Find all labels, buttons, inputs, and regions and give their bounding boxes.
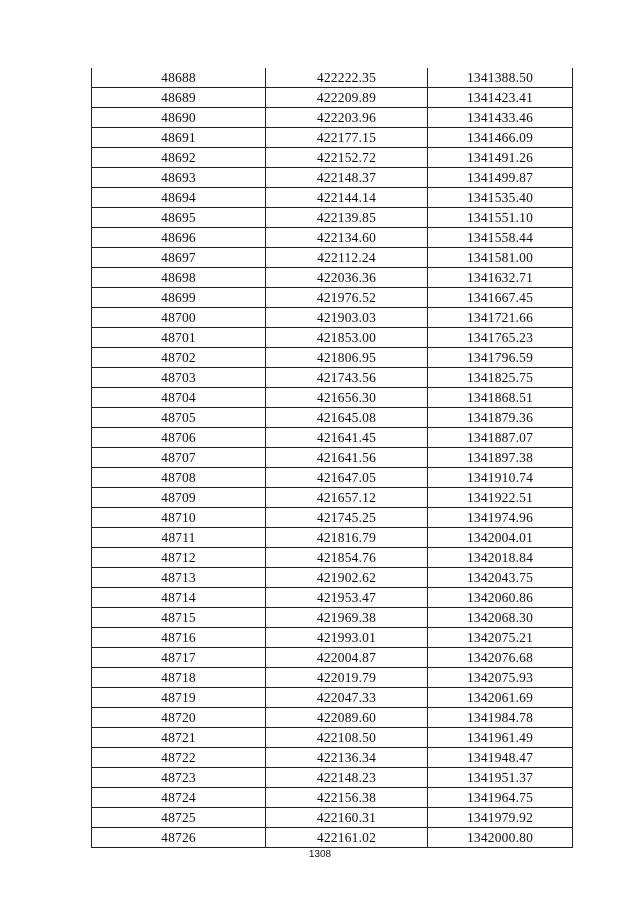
table-row <box>92 568 573 588</box>
point-id-cell: 48706 <box>92 428 266 448</box>
coordinate-table-body <box>92 68 573 848</box>
table-row <box>92 828 573 848</box>
x-coordinate-cell: 422161.02 <box>266 828 428 848</box>
table-row <box>92 368 573 388</box>
table-row <box>92 288 573 308</box>
x-coordinate-cell: 422222.35 <box>266 68 428 88</box>
point-id-cell: 48718 <box>92 668 266 688</box>
x-coordinate-cell: 422139.85 <box>266 208 428 228</box>
table-row <box>92 468 573 488</box>
y-coordinate-cell: 1342061.69 <box>428 688 573 708</box>
x-coordinate-cell: 421806.95 <box>266 348 428 368</box>
y-coordinate-cell: 1341491.26 <box>428 148 573 168</box>
y-coordinate-cell: 1341910.74 <box>428 468 573 488</box>
y-coordinate-cell: 1341796.59 <box>428 348 573 368</box>
y-coordinate-cell: 1341466.09 <box>428 128 573 148</box>
y-coordinate-cell: 1341388.50 <box>428 68 573 88</box>
table-row <box>92 308 573 328</box>
table-row <box>92 588 573 608</box>
point-id-cell: 48704 <box>92 388 266 408</box>
point-id-cell: 48699 <box>92 288 266 308</box>
table-row <box>92 508 573 528</box>
table-row <box>92 608 573 628</box>
x-coordinate-cell: 422108.50 <box>266 728 428 748</box>
x-coordinate-cell: 422144.14 <box>266 188 428 208</box>
point-id-cell: 48720 <box>92 708 266 728</box>
point-id-cell: 48723 <box>92 768 266 788</box>
x-coordinate-cell: 421853.00 <box>266 328 428 348</box>
y-coordinate-cell: 1341974.96 <box>428 508 573 528</box>
y-coordinate-cell: 1341922.51 <box>428 488 573 508</box>
table-row <box>92 168 573 188</box>
point-id-cell: 48711 <box>92 528 266 548</box>
x-coordinate-cell: 422177.15 <box>266 128 428 148</box>
point-id-cell: 48693 <box>92 168 266 188</box>
table-row <box>92 428 573 448</box>
x-coordinate-cell: 422019.79 <box>266 668 428 688</box>
point-id-cell: 48700 <box>92 308 266 328</box>
x-coordinate-cell: 422209.89 <box>266 88 428 108</box>
table-row <box>92 668 573 688</box>
point-id-cell: 48690 <box>92 108 266 128</box>
y-coordinate-cell: 1341423.41 <box>428 88 573 108</box>
table-row <box>92 328 573 348</box>
table-row <box>92 768 573 788</box>
y-coordinate-cell: 1341964.75 <box>428 788 573 808</box>
x-coordinate-cell: 421903.03 <box>266 308 428 328</box>
point-id-cell: 48705 <box>92 408 266 428</box>
x-coordinate-cell: 422152.72 <box>266 148 428 168</box>
y-coordinate-cell: 1342075.21 <box>428 628 573 648</box>
point-id-cell: 48719 <box>92 688 266 708</box>
x-coordinate-cell: 422089.60 <box>266 708 428 728</box>
y-coordinate-cell: 1342068.30 <box>428 608 573 628</box>
table-row <box>92 68 573 88</box>
y-coordinate-cell: 1342043.75 <box>428 568 573 588</box>
point-id-cell: 48712 <box>92 548 266 568</box>
x-coordinate-cell: 421656.30 <box>266 388 428 408</box>
point-id-cell: 48707 <box>92 448 266 468</box>
point-id-cell: 48696 <box>92 228 266 248</box>
x-coordinate-cell: 421969.38 <box>266 608 428 628</box>
y-coordinate-cell: 1342018.84 <box>428 548 573 568</box>
point-id-cell: 48702 <box>92 348 266 368</box>
y-coordinate-cell: 1341868.51 <box>428 388 573 408</box>
table-row <box>92 188 573 208</box>
point-id-cell: 48713 <box>92 568 266 588</box>
table-row <box>92 248 573 268</box>
y-coordinate-cell: 1341765.23 <box>428 328 573 348</box>
x-coordinate-cell: 422004.87 <box>266 648 428 668</box>
table-row <box>92 748 573 768</box>
x-coordinate-cell: 421953.47 <box>266 588 428 608</box>
x-coordinate-cell: 422036.36 <box>266 268 428 288</box>
x-coordinate-cell: 422156.38 <box>266 788 428 808</box>
point-id-cell: 48710 <box>92 508 266 528</box>
x-coordinate-cell: 421902.62 <box>266 568 428 588</box>
table-row <box>92 628 573 648</box>
point-id-cell: 48688 <box>92 68 266 88</box>
point-id-cell: 48691 <box>92 128 266 148</box>
y-coordinate-cell: 1341948.47 <box>428 748 573 768</box>
point-id-cell: 48709 <box>92 488 266 508</box>
y-coordinate-cell: 1341558.44 <box>428 228 573 248</box>
x-coordinate-cell: 422203.96 <box>266 108 428 128</box>
x-coordinate-cell: 421854.76 <box>266 548 428 568</box>
y-coordinate-cell: 1341984.78 <box>428 708 573 728</box>
table-row <box>92 228 573 248</box>
x-coordinate-cell: 421976.52 <box>266 288 428 308</box>
x-coordinate-cell: 421645.08 <box>266 408 428 428</box>
table-row <box>92 408 573 428</box>
table-row <box>92 268 573 288</box>
table-row <box>92 448 573 468</box>
y-coordinate-cell: 1342000.80 <box>428 828 573 848</box>
point-id-cell: 48697 <box>92 248 266 268</box>
y-coordinate-cell: 1341879.36 <box>428 408 573 428</box>
page-number: 1308 <box>308 849 332 860</box>
point-id-cell: 48695 <box>92 208 266 228</box>
x-coordinate-cell: 422136.34 <box>266 748 428 768</box>
x-coordinate-cell: 422112.24 <box>266 248 428 268</box>
point-id-cell: 48721 <box>92 728 266 748</box>
y-coordinate-cell: 1341721.66 <box>428 308 573 328</box>
y-coordinate-cell: 1341433.46 <box>428 108 573 128</box>
table-row <box>92 708 573 728</box>
y-coordinate-cell: 1341825.75 <box>428 368 573 388</box>
x-coordinate-cell: 421657.12 <box>266 488 428 508</box>
point-id-cell: 48716 <box>92 628 266 648</box>
table-row <box>92 688 573 708</box>
point-id-cell: 48692 <box>92 148 266 168</box>
x-coordinate-cell: 422047.33 <box>266 688 428 708</box>
x-coordinate-cell: 421647.05 <box>266 468 428 488</box>
x-coordinate-cell: 421993.01 <box>266 628 428 648</box>
x-coordinate-cell: 422148.37 <box>266 168 428 188</box>
table-row <box>92 108 573 128</box>
point-id-cell: 48703 <box>92 368 266 388</box>
y-coordinate-cell: 1342004.01 <box>428 528 573 548</box>
y-coordinate-cell: 1342075.93 <box>428 668 573 688</box>
table-row <box>92 528 573 548</box>
point-id-cell: 48689 <box>92 88 266 108</box>
point-id-cell: 48725 <box>92 808 266 828</box>
table-row <box>92 648 573 668</box>
y-coordinate-cell: 1341535.40 <box>428 188 573 208</box>
y-coordinate-cell: 1341897.38 <box>428 448 573 468</box>
y-coordinate-cell: 1341499.87 <box>428 168 573 188</box>
table-row <box>92 208 573 228</box>
point-id-cell: 48722 <box>92 748 266 768</box>
table-row <box>92 808 573 828</box>
y-coordinate-cell: 1341551.10 <box>428 208 573 228</box>
x-coordinate-cell: 421743.56 <box>266 368 428 388</box>
table-row <box>92 728 573 748</box>
point-id-cell: 48724 <box>92 788 266 808</box>
y-coordinate-cell: 1341887.07 <box>428 428 573 448</box>
point-id-cell: 48726 <box>92 828 266 848</box>
table-row <box>92 488 573 508</box>
table-row <box>92 788 573 808</box>
table-row <box>92 128 573 148</box>
table-row <box>92 348 573 368</box>
x-coordinate-cell: 421816.79 <box>266 528 428 548</box>
point-id-cell: 48714 <box>92 588 266 608</box>
table-row <box>92 148 573 168</box>
y-coordinate-cell: 1341667.45 <box>428 288 573 308</box>
x-coordinate-cell: 421641.56 <box>266 448 428 468</box>
y-coordinate-cell: 1341951.37 <box>428 768 573 788</box>
x-coordinate-cell: 422134.60 <box>266 228 428 248</box>
table-row <box>92 548 573 568</box>
point-id-cell: 48701 <box>92 328 266 348</box>
point-id-cell: 48715 <box>92 608 266 628</box>
x-coordinate-cell: 422148.23 <box>266 768 428 788</box>
point-id-cell: 48698 <box>92 268 266 288</box>
y-coordinate-cell: 1341632.71 <box>428 268 573 288</box>
y-coordinate-cell: 1342060.86 <box>428 588 573 608</box>
y-coordinate-cell: 1341581.00 <box>428 248 573 268</box>
point-id-cell: 48717 <box>92 648 266 668</box>
y-coordinate-cell: 1341979.92 <box>428 808 573 828</box>
table-row <box>92 88 573 108</box>
point-id-cell: 48708 <box>92 468 266 488</box>
table-row <box>92 388 573 408</box>
y-coordinate-cell: 1341961.49 <box>428 728 573 748</box>
x-coordinate-cell: 421745.25 <box>266 508 428 528</box>
y-coordinate-cell: 1342076.68 <box>428 648 573 668</box>
x-coordinate-cell: 421641.45 <box>266 428 428 448</box>
point-id-cell: 48694 <box>92 188 266 208</box>
x-coordinate-cell: 422160.31 <box>266 808 428 828</box>
coordinate-table <box>91 68 573 848</box>
